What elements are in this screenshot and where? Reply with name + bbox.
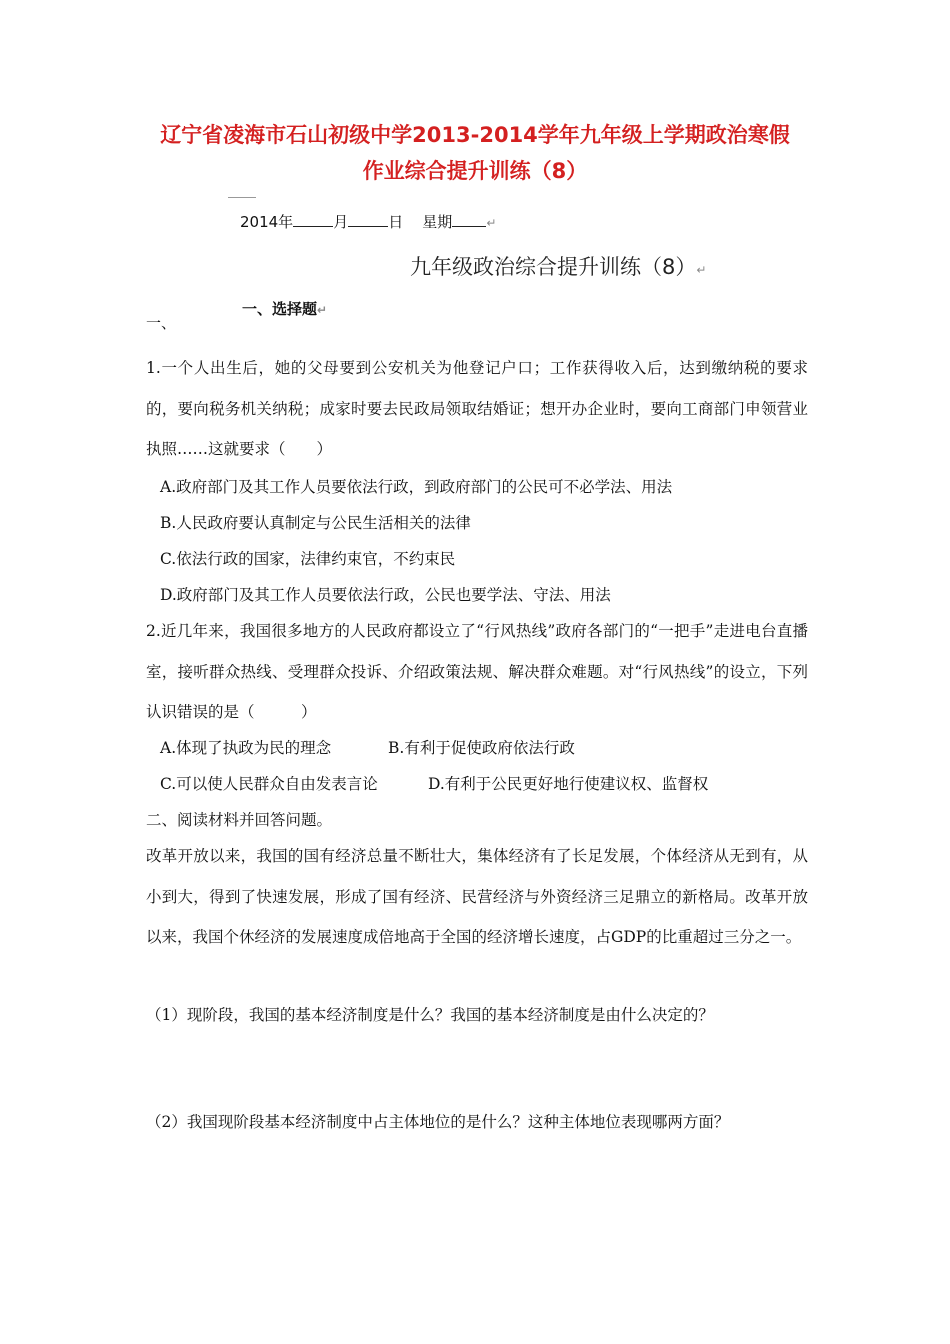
worksheet-subtitle-text: 九年级政治综合提升训练（8） bbox=[410, 255, 697, 279]
date-line bbox=[240, 210, 496, 234]
return-mark-icon: ↵ bbox=[486, 216, 497, 230]
document-title-line1: 辽宁省凌海市石山初级中学2013-2014学年九年级上学期政治寒假 bbox=[160, 123, 790, 147]
return-mark-icon: ↵ bbox=[317, 303, 328, 317]
return-mark-icon: ↵ bbox=[696, 263, 707, 277]
question1-option-c: C.依法行政的国家，法律约束官，不约束民 bbox=[160, 550, 456, 568]
question2-stem: 2.近几年来，我国很多地方的人民政府都设立了“行风热线”政府各部门的“一把手”走进电台直播室，接听群众热线、受理群众投诉、介绍政策法规、解决群众难题。对“行风热线”的设立，下列认识错误的是（ ） bbox=[146, 622, 808, 721]
section1-number: 一、 bbox=[146, 314, 177, 332]
question2-option-a: A.体现了执政为民的理念 bbox=[160, 739, 332, 757]
section2-question1: （1）现阶段，我国的基本经济制度是什么？我国的基本经济制度是由什么决定的？ bbox=[146, 1006, 714, 1024]
section2-material: 改革开放以来，我国的国有经济总量不断壮大，集体经济有了长足发展，个体经济从无到有，从小到大，得到了快速发展，形成了国有经济、民营经济与外资经济三足鼎立的新格局。改革开放以来，我国个休经济的发展速度成倍地高于全国的经济增长速度，占GDP的比重超过三分之一。 bbox=[146, 847, 808, 946]
decorative-line bbox=[228, 197, 256, 198]
question1-option-a: A.政府部门及其工作人员要依法行政，到政府部门的公民可不必学法、用法 bbox=[160, 478, 673, 496]
date-weekday-label: 星期 bbox=[422, 213, 453, 231]
document-title-line2: 作业综合提升训练（8） bbox=[362, 159, 588, 183]
worksheet-subtitle bbox=[410, 252, 706, 285]
weekday-blank bbox=[452, 210, 486, 227]
question2-option-c: C.可以使人民群众自由发表言论 bbox=[160, 775, 378, 793]
date-day-label: 日 bbox=[388, 213, 404, 231]
question1-option-b: B.人民政府要认真制定与公民生活相关的法律 bbox=[160, 514, 471, 532]
month-blank bbox=[293, 210, 333, 227]
question2-option-b: B.有利于促使政府依法行政 bbox=[388, 739, 575, 757]
date-year-label: 2014年 bbox=[240, 213, 294, 231]
section1-heading bbox=[242, 298, 327, 319]
question1-option-d: D.政府部门及其工作人员要依法行政，公民也要学法、守法、用法 bbox=[160, 586, 611, 604]
section2-heading: 二、阅读材料并回答问题。 bbox=[146, 811, 333, 829]
question1-stem: 1.一个人出生后，她的父母要到公安机关为他登记户口；工作获得收入后，达到缴纳税的要求的，要向税务机关纳税；成家时要去民政局领取结婚证；想开办企业时，要向工商部门申领营业执照……这就要求（ ） bbox=[146, 359, 808, 458]
question2-option-d: D.有利于公民更好地行使建议权、监督权 bbox=[428, 775, 709, 793]
section2-question2: （2）我国现阶段基本经济制度中占主体地位的是什么？这种主体地位表现哪两方面？ bbox=[146, 1113, 730, 1131]
date-month-label: 月 bbox=[333, 213, 349, 231]
section1-heading-text: 一、选择题 bbox=[242, 300, 318, 318]
day-blank bbox=[348, 210, 388, 227]
